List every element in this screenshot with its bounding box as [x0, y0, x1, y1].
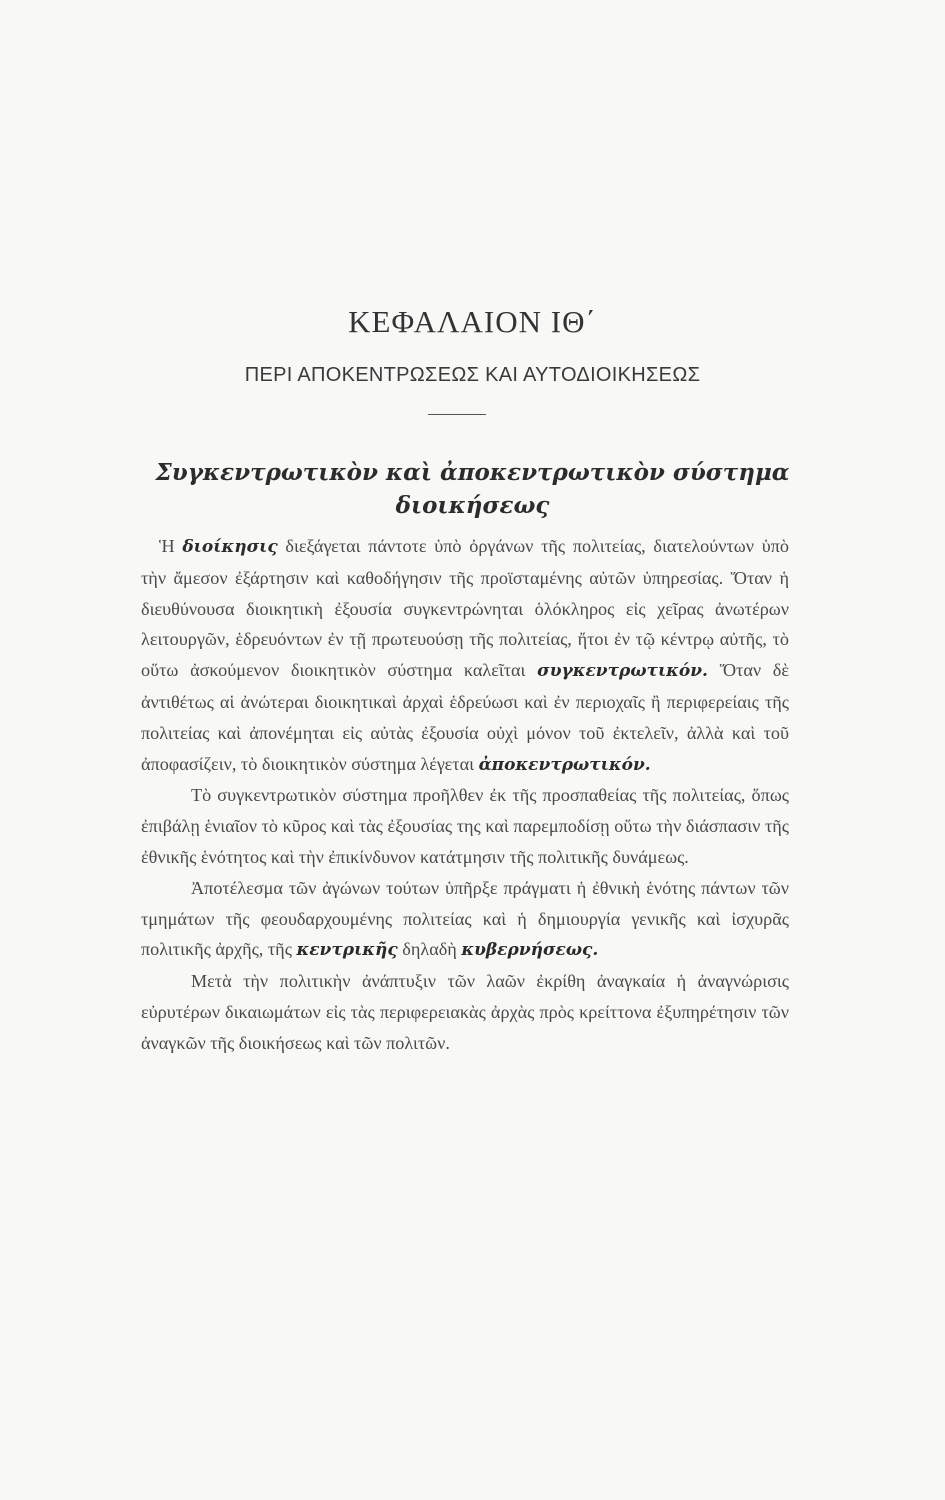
paragraph-3-text-a: Ἀποτέλεσμα τῶν ἀγώνων τούτων ὑπῆρξε πράγματι ἡ ἐθνικὴ ἑνότης πάντων τῶν τμημάτων τῆς φεουδαρχουμένης πολιτείας καὶ ἡ δημιουργία γενικῆς καὶ ἰσχυρᾶς πολιτικῆς ἀρχῆς, τῆς — [141, 877, 789, 960]
term-apokentrotikon: ἀποκεντρωτικόν. — [478, 754, 651, 775]
paragraph-1 — [141, 531, 789, 780]
term-synkentrotikon: συγκεντρωτικόν. — [537, 661, 708, 682]
section-heading-line-2: διοικήσεως — [395, 492, 550, 519]
paragraph-2-text: Τὸ συγκεντρωτικὸν σύστημα προῆλθεν ἐκ τῆς προσπαθείας τῆς πολιτείας, ὅπως ἐπιβάλῃ ἑνιαῖον τὸ κῦρος καὶ τὰς ἐξουσίας της καὶ παρεμποδίσῃ οὕτω τὴν διάσπασιν τῆς ἐθνικῆς ἑνότητος καὶ τὴν ἐπικίνδυνον κατάτμησιν τῆς πολιτικῆς δυνάμεως. — [141, 785, 789, 867]
chapter-title: ΚΕΦΑΛΑΙΟΝ ΙΘ΄ — [348, 304, 597, 339]
paragraph-3 — [141, 873, 789, 966]
paragraph-1-text-a: Ἡ — [159, 536, 183, 556]
section-heading-line-1: Συγκεντρωτικὸν καὶ ἀποκεντρωτικὸν σύστημα — [155, 459, 790, 486]
term-kyverniseos: κυβερνήσεως. — [461, 940, 599, 961]
section-heading — [150, 456, 795, 522]
paragraph-4 — [141, 966, 789, 1058]
paragraph-4-text: Μετὰ τὴν πολιτικὴν ἀνάπτυξιν τῶν λαῶν ἐκρίθη ἀναγκαία ἡ ἀναγνώρισις εὐρυτέρων δικαιωμάτων εἰς τὰς περιφερειακὰς ἀρχὰς πρὸς κρείττονα ἐξυπηρέτησιν τῶν ἀναγκῶν τῆς διοικήσεως καὶ τῶν πολιτῶν. — [141, 971, 789, 1053]
paragraph-1-text-c: Ὅταν δὲ ἀντιθέτως αἱ ἀνώτεραι διοικητικαὶ ἀρχαὶ ἑδρεύωσι καὶ ἐν περιοχαῖς ἢ περιφερείαις τῆς πολιτείας καὶ ἀπονέμηται εἰς αὐτὰς ἐξουσία οὐχὶ μόνον τοῦ ἐκτελεῖν, ἀλλὰ καὶ τοῦ ἀποφασίζειν, τὸ διοικητικὸν σύστημα λέγεται — [141, 660, 789, 774]
chapter-subtitle: ΠΕΡΙ ΑΠΟΚΕΝΤΡΩΣΕΩΣ ΚΑΙ ΑΥΤΟΔΙΟΙΚΗΣΕΩΣ — [244, 364, 701, 386]
body-text — [141, 531, 789, 1059]
paragraph-1-text-b: διεξάγεται πάντοτε ὑπὸ ὀργάνων τῆς πολιτείας, διατελούντων ὑπὸ τὴν ἄμεσον ἐξάρτησιν καὶ καθοδήγησιν τῆς προϊσταμένης αὐτῶν ὑπηρεσίας. Ὅταν ἡ διευθύνουσα διοικητικὴ ἐξουσία συγκεντρώνηται ὁλόκληρος εἰς χεῖρας ἀνωτέρων λειτουργῶν, ἑδρευόντων ἐν τῇ πρωτευούσῃ τῆς πολιτείας, ἤτοι ἐν τῷ κέντρῳ αὐτῆς, τὸ οὕτω ἀσκούμενον διοικητικὸν σύστημα καλεῖται — [141, 536, 789, 681]
term-kentrikis: κεντρικῆς — [296, 940, 398, 961]
title-divider — [428, 414, 486, 415]
term-dioikisis: διοίκησις — [182, 537, 278, 557]
paragraph-3-text-b: δηλαδὴ — [397, 939, 462, 960]
paragraph-2 — [141, 780, 789, 872]
